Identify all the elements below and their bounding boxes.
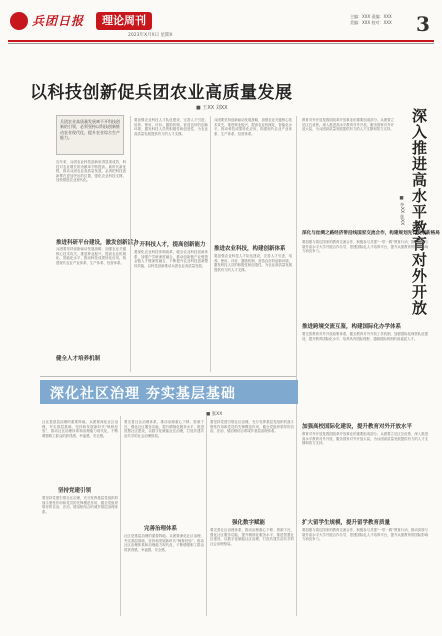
article2-subhead: 加强高校国际化建设，提升教育对外开放水平 [302,424,413,430]
article3-subhead: 强化数字赋能 [232,520,266,526]
article2-headline: 深入推进高水平教育对外开放 [410,108,428,316]
article3-headline: 深化社区治理 夯实基层基础 [50,386,236,402]
article2-paragraph: 要加强与周边国家的教育交流合作，积极参与共建“一带一路”教育行动，推动高校与境外高水平大学开展合作办学，搭建国际化人才培养平台，提升兵团教育的国际影响力和竞争力。 [302,240,428,254]
article2-paragraph: 要完善教育对外开放政策体系，健全教育对外开放工作机制，加强国际化师资队伍建设，提升教育国际化水平，培养具有国际视野、通晓国际规则的高素质人才。 [302,332,428,341]
article1-subhead: 健全人才培养机制 [56,356,101,362]
column-divider [296,116,297,616]
article1-paragraph: 兵团要坚持创新驱动发展战略，加强农业关键核心技术攻关，推进种业振兴，提高农业机械化、智能化水平，推动科技成果转化应用，构建现代农业产业体系、生产体系、经营体系。 [56,247,126,265]
column-divider [120,416,121,616]
article1-subhead: 推进农业科技，构建创新体系 [214,246,286,252]
article3-paragraph: 要坚持党建引领社区治理，充分发挥基层党组织的战斗堡垒作用和党员的先锋模范作用，健全党组织领导的自治、法治、德治相结合的城乡基层治理体系。 [42,496,118,514]
page-number: 3 [416,12,430,36]
header-rule-thin [8,43,434,44]
masthead [10,8,434,40]
logo-seal-icon [10,12,28,30]
editor-line: 主编：XXX 责编：XXX [350,14,392,19]
section-tag: 理论周刊 [96,12,152,30]
article2-subhead: 扩大留学生规模，提升留学教育质量 [302,520,391,526]
article3-paragraph: 要坚持党建引领社区治理，充分发挥基层党组织的战斗堡垒作用和党员的先锋模范作用，健全党组织领导的自治、法治、德治相结合的城乡基层治理体系。 [210,420,294,434]
article1-summary-box [56,115,124,155]
article3-paragraph: 社区是基层治理的重要阵地。兵团要深化社区治理，夯实基层基础，坚持和发展新时代“枫桥经验”，推动社区治理体系和治理能力现代化，不断增强职工群众的获得感、幸福感、安全感。 [124,534,204,552]
article1-subhead: 推进科研平台建设，激发创新活力 [56,240,139,246]
newspaper-logo: 兵团日报 [32,14,85,28]
article2-subhead: 深化与丝绸之路经济带沿线国家交流合作，构建规划先行发展新格局 [302,231,440,236]
article1-paragraph: 要深化农业科技体制改革，健全农业科技创新体系，加强产学研深度融合，推动创新链产业链资金链人才链深度融合，不断提升农业科技创新整体效能，以科技创新推动兵团农业高质量发展。 [134,250,208,268]
article2-paragraph: 要加强与周边国家的教育交流合作，积极参与共建“一带一路”教育行动，推动高校与境外高水平大学开展合作办学，搭建国际化人才培养平台，提升兵团教育的国际影响力和竞争力。 [302,528,428,542]
editor-line: 美编：XXX 校对：XXX [350,19,392,25]
article2-paragraph: 教育对外开放是我国改革开放事业的重要组成部分。兵团要立足区位优势，深入推进高水平教育对外开放，服务国家对外开放大局，为兵团高质量发展提供有力的人才支撑和智力支持。 [302,118,394,132]
section-divider [40,376,296,377]
article3-paragraph: 要完善社区治理体系，推动治理重心下移、资源下沉，强化社区服务功能，提升精细化服务水平，推进智慧社区建设，以数字化赋能社区治理，打造共建共治共享的社会治理格局。 [124,420,204,438]
article1-paragraph: 要加强农业科技人才队伍建设，完善人才引进、培养、使用、评价、激励机制，营造良好的创新环境，激发科技人员的积极性和创造性，为农业高质量发展提供有力的人才支撑。 [214,254,292,272]
article1-headline: 以科技创新促兵团农业高质量发展 [30,83,293,103]
article1-summary: 兵团农业高质量发展离不开科技创新的引领，必须坚持以科技创新推动农业现代化，提升农业综合生产能力。 [60,119,120,141]
article3-paragraph: 要完善社区治理体系，推动治理重心下移、资源下沉，强化社区服务功能，提升精细化服务水平，推进智慧社区建设，以数字化赋能社区治理，打造共建共治共享的社会治理格局。 [210,528,294,546]
article2-subhead: 推进跨境交流互鉴，构建国际化办学体系 [302,324,402,330]
article2-byline: ■ 李XX 张XX [399,196,404,226]
column-divider [206,416,207,616]
article1-byline: ■ 王XX 刘XX [196,105,228,111]
article2-paragraph: 教育对外开放是我国改革开放事业的重要组成部分。兵团要立足区位优势，深入推进高水平教育对外开放，服务国家对外开放大局，为兵团高质量发展提供有力的人才支撑和智力支持。 [302,432,428,446]
article3-byline: ■ 张XX [206,412,223,417]
issue-date: 2023年X月X日 星期X [128,33,173,38]
article1-paragraph: 近年来，兵团农业科技创新取得显著成效，科技对农业增长的贡献率不断提高。新时代新征程，推动兵团农业高质量发展，必须把科技创新摆在更加突出的位置，强化农业科技支撑，加快推进农业现代化。 [56,160,126,183]
header-rule [8,40,434,42]
article1-paragraph: 兵团要坚持创新驱动发展战略，加强农业关键核心技术攻关，推进种业振兴，提高农业机械化、智能化水平，推动科技成果转化应用，构建现代农业产业体系、生产体系、经营体系。 [214,118,292,136]
column-divider [130,116,131,372]
article1-paragraph: 要加强农业科技人才队伍建设，完善人才引进、培养、使用、评价、激励机制，营造良好的创新环境，激发科技人员的积极性和创造性，为农业高质量发展提供有力的人才支撑。 [134,118,208,136]
editor-info [350,14,406,36]
article3-subhead: 完善治理体系 [144,526,178,532]
article3-paragraph: 社区是基层治理的重要阵地。兵团要深化社区治理，夯实基层基础，坚持和发展新时代“枫桥经验”，推动社区治理体系和治理能力现代化，不断增强职工群众的获得感、幸福感、安全感。 [42,420,118,438]
article3-subhead: 坚持党建引领 [58,488,92,494]
article1-subhead: 广开科技人才，提高创新能力 [134,242,206,248]
column-divider [210,116,211,372]
